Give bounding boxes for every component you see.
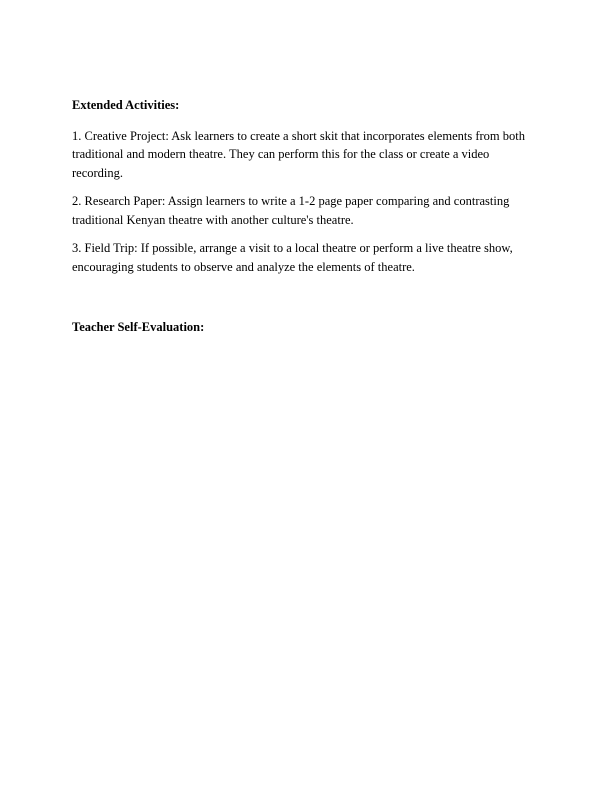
activity-item-field-trip: 3. Field Trip: If possible, arrange a visit to a local theatre or perform a live theatre show, encouraging students to observe and analyze the elements of theatre. bbox=[72, 241, 513, 274]
extended-activities-heading: Extended Activities: bbox=[72, 98, 180, 112]
activity-item-research-paper: 2. Research Paper: Assign learners to write a 1-2 page paper comparing and contrasting traditional Kenyan theatre with another culture's theatre. bbox=[72, 194, 510, 227]
activity-item-creative-project: 1. Creative Project: Ask learners to create a short skit that incorporates elements from both traditional and modern theatre. They can perform this for the class or create a video recording. bbox=[72, 128, 525, 180]
teacher-self-evaluation-heading: Teacher Self-Evaluation: bbox=[72, 320, 205, 335]
